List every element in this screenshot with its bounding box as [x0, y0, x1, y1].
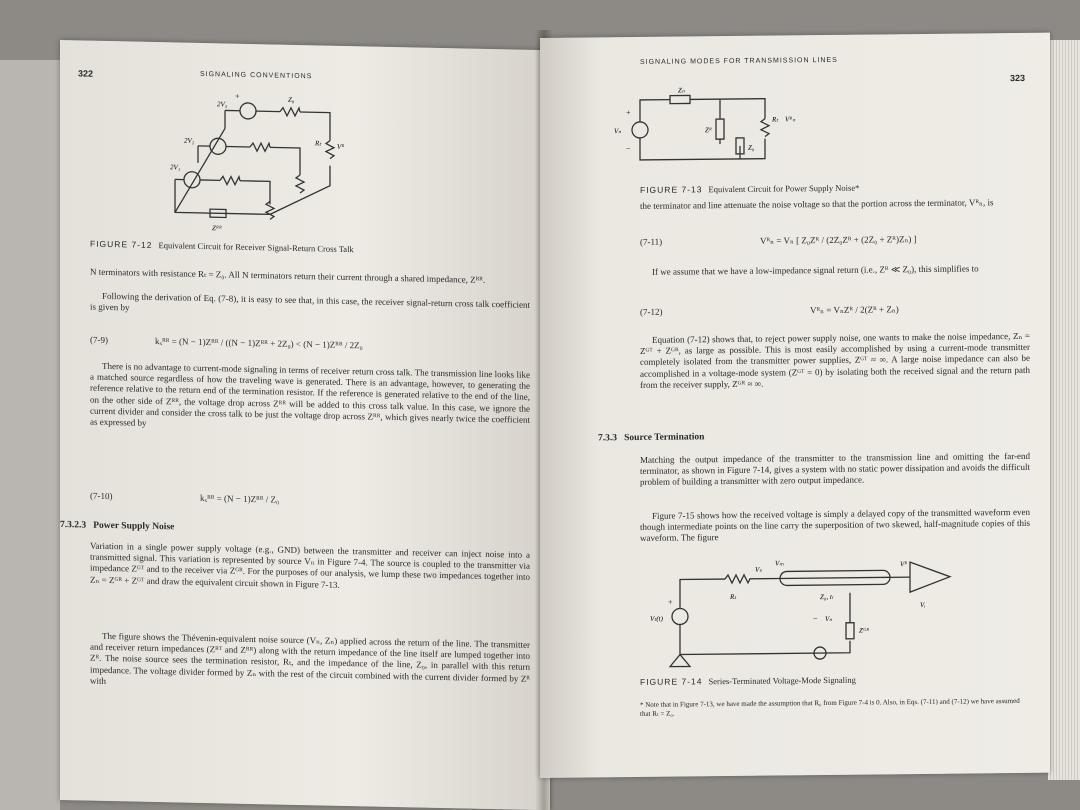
fig12-label-rt: Rₜ: [315, 139, 322, 148]
right-para-4: Matching the output impedance of the transmitter to the transmission line and omitting the far-end terminator, as shown in Figure 7-14, gives a system with no static power dissipation and avoids the difficult problem of building a transmitter with zero output impedance.: [640, 450, 1030, 488]
fig14-label-zgr: Zᴳᴿ: [859, 626, 870, 635]
right-para-5: Figure 7-15 shows how the received voltage is simply a delayed copy of the transmitted waveform even though intermediate points on the line carry the superposition of two skewed, half-magnitude copies of this waveform. The figure: [640, 506, 1030, 544]
eq-7-12: Vᴿₙ = VₙZᴿ / 2(Zᴿ + Zₙ): [810, 304, 899, 316]
left-running-head: SIGNALING CONVENTIONS: [200, 70, 313, 81]
right-running-head: SIGNALING MODES FOR TRANSMISSION LINES: [640, 56, 838, 66]
right-page-number: 323: [1010, 72, 1026, 84]
fig14-label-vi: Vᵢ: [920, 600, 926, 610]
left-section-heading: [60, 520, 174, 532]
left-section-title: Power Supply Noise: [93, 520, 175, 533]
fig12-label-v3: 2V₃: [217, 100, 228, 109]
left-page-number: 322: [78, 68, 94, 79]
figure-7-12-caption: [90, 239, 354, 255]
fig13-label-vrn: Vᴿₙ: [785, 115, 796, 124]
fig14-label-vn: Vₙ: [825, 614, 833, 624]
footnote: * Note that in Figure 7-13, we have made the assumption that R₀ from Figure 7-4 is 0. Also, in Eqs. (7-11) and (7-12) we have assumed that Rₜ = Z₀.: [640, 696, 1020, 718]
fig14-label-minus: −: [813, 614, 818, 624]
fig13-label-plus: +: [626, 108, 631, 118]
fig14-label-vs: Vₛ: [755, 565, 762, 574]
fig14-label-plus: +: [668, 597, 673, 607]
right-page: [540, 33, 1050, 778]
resistor-z0-top: [280, 108, 300, 116]
fig12-label-v1: 2V₁: [170, 163, 181, 172]
figure-7-14-circuit: [650, 551, 1030, 675]
fig13-label-z0: Z₀: [748, 143, 755, 152]
left-page: [60, 40, 550, 810]
left-para-4: Variation in a single power supply voltage (e.g., GND) between the transmitter and receiver can inject noise into a transmitted signal. This variation is represented by source Vₙ in Figure 7-4. The source is coupled to the transmitter via impedance Zᴳᵀ and to the receiver via Zᴳᴿ. For the purposes of our analysis, we lump these two impedances together into Zₙ = Zᴳᴿ + Zᴳᵀ and draw the equivalent circuit shown in Figure 7-13.: [90, 540, 530, 590]
left-para-5: The figure shows the Thévenin-equivalent noise source (Vₙ, Zₙ) applied across the return of the line. The transmitter and receiver return impedances (Zᴿᵀ and Zᴿᴿ) along with the return impedance of the line itself are lumped together into Zᴿ. The noise source sees the termination resistor, Rₜ, and the impedance of the line, Z₀, in parallel with this return impedance. The voltage divider formed by Zₙ with the rest of the circuit combined with the current divider formed by Zᴿ with: [90, 630, 530, 686]
fig14-label-vt: Vₜ(t): [650, 614, 663, 623]
right-para-2: If we assume that we have a low-impedance signal return (i.e., Zᴿ ≪ Z₀), this simplifies to: [652, 263, 979, 277]
figure-7-13-caption-text: Equivalent Circuit for Power Supply Noise*: [708, 182, 860, 195]
right-section-title: Source Termination: [624, 432, 705, 444]
fig12-label-v2: 2V₂: [184, 136, 195, 145]
figure-7-12-circuit: [170, 87, 430, 242]
eq-7-12-label: (7-12): [640, 306, 663, 317]
fig12-label-zrr: Zᴿᴿ: [212, 224, 222, 233]
fig14-label-z0tl: Z₀, tₗ: [820, 592, 833, 602]
figure-7-14-caption-text: Series-Terminated Voltage-Mode Signaling: [708, 674, 856, 687]
eq-7-9-label: (7-9): [90, 334, 108, 346]
figure-7-12-caption-text: Equivalent Circuit for Receiver Signal-Return Cross Talk: [158, 240, 354, 255]
eq-7-9: kₓᴿᴿ = (N − 1)Zᴿᴿ / ((N − 1)Zᴿᴿ + 2Z₀) < (N − 1)Zᴿᴿ / 2Z₀: [155, 335, 363, 351]
figure-7-13-circuit: [610, 83, 810, 185]
right-para-1: the terminator and line attenuate the noise voltage so that the portion across the terminator, Vᴿₙ, is: [640, 197, 994, 211]
fig13-label-minus: −: [626, 144, 631, 154]
fig13-label-rt: Rₜ: [772, 115, 779, 124]
fig13-label-vn: Vₙ: [614, 127, 622, 136]
right-section-number: 7.3.3: [598, 433, 617, 444]
eq-7-11-label: (7-11): [640, 236, 663, 247]
left-para-2: Following the derivation of Eq. (7-8), it is easy to see that, in this case, the receiver signal-return cross talk coefficient is given by: [90, 290, 530, 313]
figure-7-14-caption: [640, 675, 856, 687]
eq-7-11: Vᴿₙ = Vₙ [ Z₀Zᴿ / (2Z₀Zᴿ + (2Z₀ + Zᴿ)Zₙ) ]: [760, 234, 917, 246]
left-para-1: N terminators with resistance Rₜ = Z₀. All N terminators return their current through a shared impedance, Zᴿᴿ.: [90, 266, 486, 285]
fig12-label-plus: +: [235, 91, 240, 101]
fig13-label-zr: Zᴿ: [705, 126, 712, 135]
eq-7-10: kₓᴿᴿ = (N − 1)Zᴿᴿ / Z₀: [200, 492, 280, 505]
right-para-3: Equation (7-12) shows that, to reject power supply noise, one wants to make the noise impedance, Zₙ = Zᴳᵀ + Zᴳᴿ, as large as possible. This is most easily accomplished by using a current-mode transmitter completely isolated from the transmitter power supplies, Zᴳᵀ ≈ ∞. A large noise impedance can also be accomplished in a voltage-mode system (Zᴳᵀ = 0) by isolating both the received signal and the return path from the receiver supply, Zᴳᴿ ≈ ∞.: [640, 330, 1030, 390]
left-para-3: There is no advantage to current-mode signaling in terms of receiver return cross talk. The transmission line looks like a matched source regardless of how the traveling wave is generated. There is an advantage, however, to generating the reference relative to the return end of the termination resistor. If the reference is generated relative to the end of the line, on the other side of Zᴿᴿ, the voltage drop across Zᴿᴿ will be added to this cross talk value. In this case, we ignore the current divider and consider the cross talk to be just the voltage drop across Zᴿᴿ, which gives nearly twice the coefficient as expressed by: [90, 360, 530, 428]
figure-7-14-caption-label: FIGURE 7-14: [640, 676, 703, 687]
fig12-label-z0: Z₀: [288, 95, 295, 104]
left-section-number: 7.3.2.3: [60, 520, 87, 531]
figure-7-13-caption: [640, 183, 859, 195]
eq-7-10-label: (7-10): [90, 490, 113, 502]
fig14-label-rt: Rₜ: [730, 592, 737, 602]
figure-7-13-caption-label: FIGURE 7-13: [640, 184, 703, 195]
left-page-stack: [0, 60, 60, 810]
fig13-label-zn: Zₙ: [678, 86, 685, 95]
fig12-label-vr: Vᴿ: [337, 142, 345, 151]
fig14-label-vm: Vₘ: [775, 559, 784, 568]
right-section-heading: [598, 432, 704, 443]
right-page-stack: [1048, 40, 1080, 780]
fig14-label-vr: Vᴿ: [900, 560, 908, 569]
figure-7-12-caption-label: FIGURE 7-12: [90, 238, 153, 250]
